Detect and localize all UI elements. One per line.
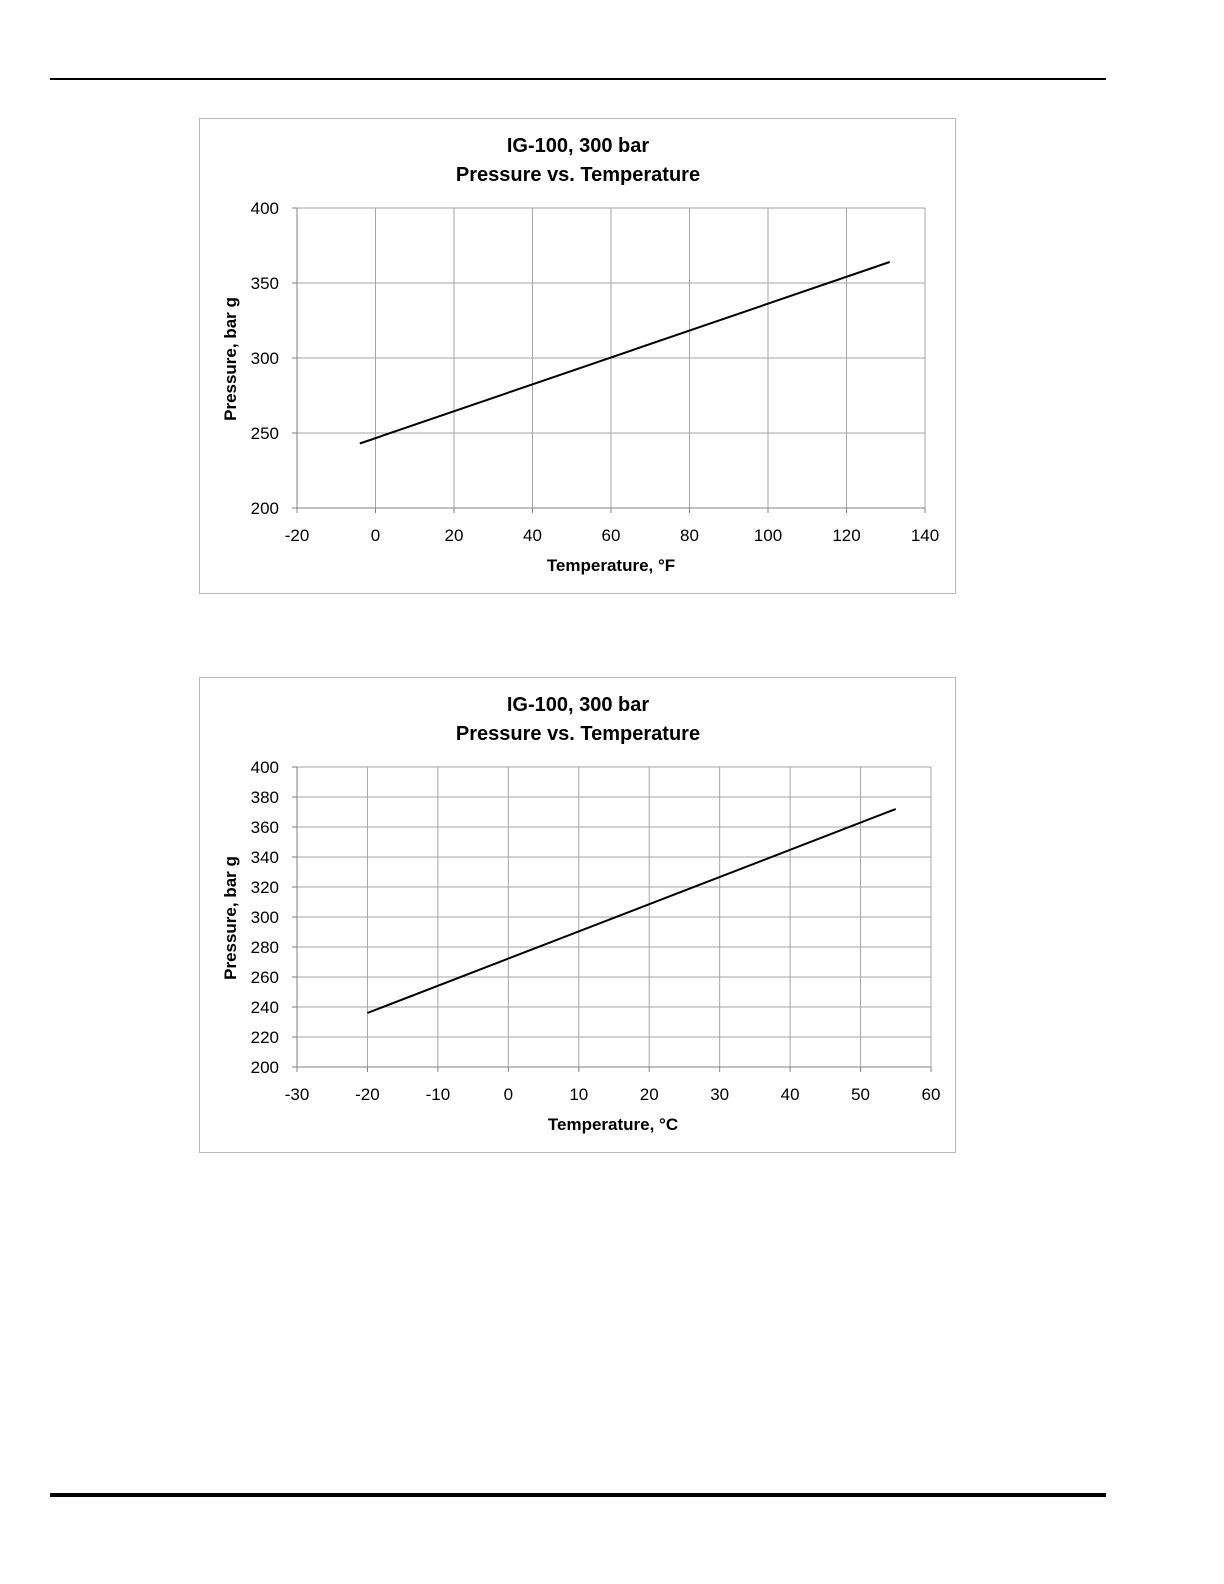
- y-tick-label: 320: [250, 878, 279, 897]
- x-tick-label: 100: [753, 526, 783, 545]
- x-tick-label: 80: [680, 526, 699, 545]
- y-tick-label: 200: [250, 499, 279, 518]
- chart-fahrenheit: [199, 118, 956, 594]
- y-tick-label: 300: [250, 908, 279, 927]
- y-tick-label: 350: [250, 274, 279, 293]
- series-line: [367, 809, 895, 1013]
- x-axis-label: Temperature, °C: [547, 1115, 679, 1134]
- y-tick-label: 360: [250, 818, 279, 837]
- y-tick-label: 220: [250, 1028, 279, 1047]
- y-tick-label: 260: [250, 968, 279, 987]
- x-tick-label: 50: [851, 1085, 871, 1104]
- x-tick-label: 60: [921, 1085, 941, 1104]
- x-axis-label: Temperature, °F: [546, 556, 676, 575]
- y-tick-label: 250: [250, 424, 279, 443]
- y-tick-label: 400: [250, 199, 279, 218]
- y-tick-label: 240: [250, 998, 279, 1017]
- x-tick-label: 40: [523, 526, 542, 545]
- y-tick-label: 300: [250, 349, 279, 368]
- series: [367, 809, 895, 1013]
- header-rule: [50, 78, 1106, 80]
- y-tick-labels: [251, 758, 279, 1077]
- chart-celsius-svg: [200, 678, 957, 1154]
- series: [360, 262, 890, 444]
- x-tick-label: 20: [444, 526, 464, 545]
- x-tick-labels: [285, 526, 939, 545]
- y-tick-labels: [251, 199, 279, 518]
- x-tick-label: 40: [780, 1085, 800, 1104]
- x-tick-label: 10: [569, 1085, 589, 1104]
- x-tick-label: 0: [370, 526, 381, 545]
- axes: [292, 208, 925, 513]
- y-tick-label: 280: [250, 938, 279, 957]
- footer-rule: [50, 1493, 1106, 1497]
- x-tick-label: 20: [639, 1085, 659, 1104]
- chart-celsius: [199, 677, 956, 1153]
- x-tick-label: -30: [284, 1085, 310, 1104]
- x-tick-label: 120: [832, 526, 861, 545]
- chart-title: IG-100, 300 bar: [506, 694, 650, 716]
- y-tick-label: 340: [250, 848, 279, 867]
- x-tick-label: 140: [910, 526, 940, 545]
- y-tick-label: 200: [250, 1058, 279, 1077]
- x-tick-label: 30: [710, 1085, 730, 1104]
- x-tick-label: 60: [601, 526, 621, 545]
- x-tick-label: -10: [425, 1085, 451, 1104]
- x-tick-label: -20: [284, 526, 310, 545]
- chart-title: IG-100, 300 bar: [506, 135, 650, 157]
- y-axis-label: Pressure, bar g: [221, 856, 240, 980]
- chart-fahrenheit-svg: [200, 119, 957, 595]
- chart-subtitle: Pressure vs. Temperature: [455, 723, 701, 745]
- x-tick-labels: [285, 1085, 941, 1104]
- x-tick-label: 0: [503, 1085, 514, 1104]
- y-axis-label: Pressure, bar g: [221, 297, 240, 421]
- series-line: [360, 262, 890, 444]
- y-tick-label: 380: [250, 788, 279, 807]
- x-tick-label: -20: [355, 1085, 380, 1104]
- chart-subtitle: Pressure vs. Temperature: [455, 164, 701, 186]
- y-tick-label: 400: [250, 758, 279, 777]
